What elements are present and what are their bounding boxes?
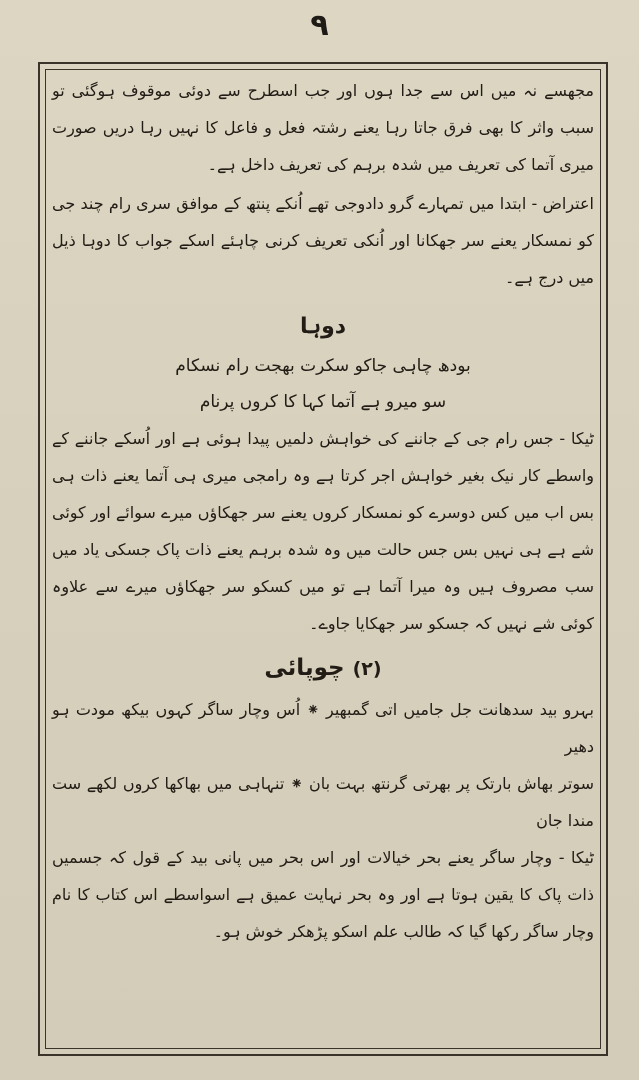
doha-verse-line-1: بودھ چاہی جاکو سکرت بھجت رام نسکام	[175, 356, 471, 376]
paragraph-opening: مجھسے نہ میں اس سے جدا ہوں اور جب اسطرح سے دوئی موقوف ہوگئی تو سبب واثر کا بھی فرق جاتا رہا یعنے رشتہ فعل و فاعل کا نہیں رہا دریں صورت میری آتما کی تعریف میں شدہ برہم کی تعریف داخل ہے۔	[52, 81, 594, 174]
chaupai-number: (۲)	[352, 658, 382, 680]
chaupai-commentary: ٹیکا - وچار ساگر یعنے بحر خیالات اور اس بحر میں پانی بید کے قول کہ جسمیں ذات پاک کا یقین ہوتا ہے اور وہ بحر نہایت عمیق ہے اسواسطے اس کتاب کا نام وچار ساگر رکھا گیا کہ طالب علم اسکو پڑھکر خوش ہو۔	[52, 848, 594, 941]
page-number: ۹	[310, 8, 329, 43]
doha-verse-line-2: سو میرو ہے آتما کہا کا کروں پرنام	[199, 392, 447, 412]
chaupai-heading	[52, 648, 594, 689]
doha-commentary: ٹیکا - جس رام جی کے جاننے کی خواہش دلمیں پیدا ہوئی ہے اور اُسکے جاننے کے واسطے کار نیک بغیر خواہش اجر کرتا ہے وہ رامجی میری ہی آتما یعنے ذات ہی بس اب میں کس دوسرے کو نمسکار کروں یعنے سر جھکاؤں میرے سوائے اور کوئی شے ہے ہی نہیں بس جس حالت میں وہ شدہ برہم یعنے ذات پاک جسکی یاد میں سب مصروف ہیں وہ میرا آتما ہے تو میں کسکو سر جھکاؤں میرے سے علاوہ کوئی شے نہیں کہ جسکو سر جھکایا جاوے۔	[52, 429, 594, 633]
chaupai-verse-line-2: سوتر بھاش بارتک پر بھرتی گرنتھ بہت بان ⁕ تنہاہی میں بھاکھا کروں لکھے ست مندا جان	[52, 774, 594, 830]
chaupai-title: چوپائی	[264, 655, 345, 681]
chaupai-verse-line-1: بہرو بید سدھانت جل جامیں اتی گمبھیر ⁕ اُس وچار ساگر کہوں بیکھ مودت ہو دھیر	[52, 700, 594, 756]
page-text-body	[52, 72, 594, 1042]
doha-heading: دوہا	[299, 314, 347, 339]
paragraph-objection: اعتراض - ابتدا میں تمہارے گرو دادوجی تھے اُنکے پنتھ کے موافق سری رام چند جی کو نمسکار یعنے سر جھکانا اور اُنکی تعریف کرنی چاہئے اسکے جواب کا دوہا ذیل میں درج ہے۔	[52, 194, 594, 287]
